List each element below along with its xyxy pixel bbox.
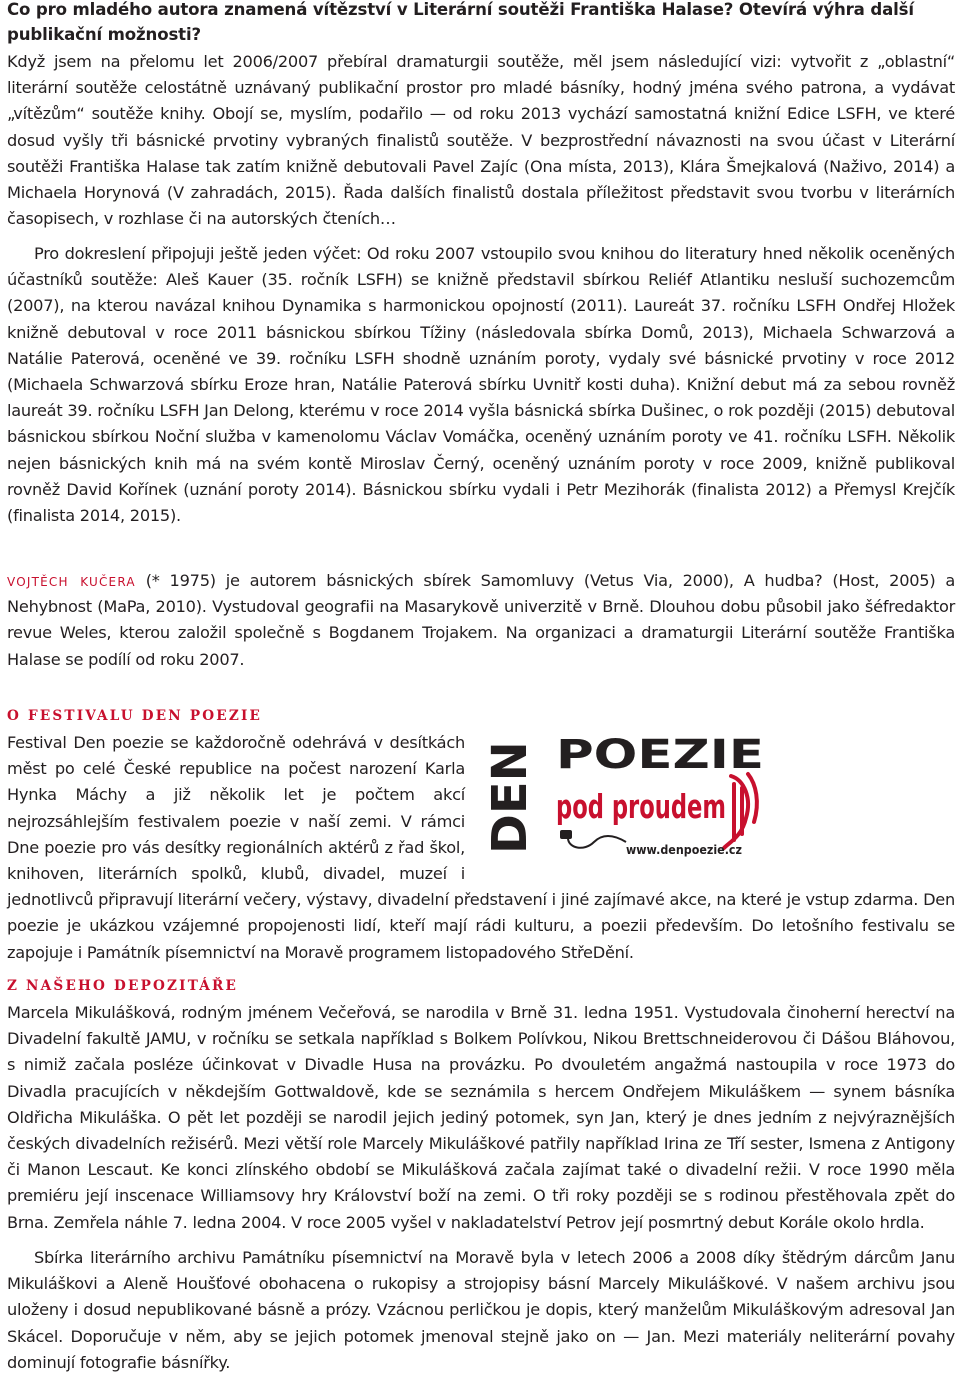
logo-url: www.denpoezie.cz <box>626 842 742 857</box>
den-poezie-logo <box>476 718 772 866</box>
depository-paragraph-2: Sbírka literárního archivu Památníku písemnictví na Moravě byla v letech 2006 a 2008 díky štědrým dárcům Janu Mikuláškovi a Aleně Houšťové obohacena o rukopisy a strojopisy básní Marcely Mikuláškové. V našem archivu jsou uloženy i dosud nepublikované básně a prózy. Vzácnou perličkou je dopis, který manželům Mikuláškovým adresoval Jan Skácel. Doporučuje v něm, aby se jejich potomek jmenoval stejně jako on — Jan. Mezi materiály neliterární povahy dominují fotografie básnířky. <box>7 1248 955 1372</box>
author-bio <box>7 567 955 673</box>
author-bio-text: (* 1975) je autorem básnických sbírek Samomluvy (Vetus Via, 2000), A hudba? (Host, 2005) a Nehybnost (MaPa, 2010). Vystudoval geografii na Masarykově univerzitě v Brně. Dlouhou dobu působil jako šéfredaktor revue Weles, kterou založil společně s Bogdanem Trojakem. Na organizaci a dramaturgii Literární soutěže Františka Halase se podílí od roku 2007. <box>7 571 955 669</box>
den-poezie-logo-graphic <box>476 718 772 866</box>
interview-question: Co pro mladého autora znamená vítězství v Literární soutěži Františka Halase? Otevírá výhra další publikační možnosti? <box>7 0 914 44</box>
depository-paragraph-1: Marcela Mikulášková, rodným jménem Večeřová, se narodila v Brně 31. ledna 1951. Vystudovala činoherní herectví na Divadelní fakultě JAMU, v ročníku se setkala například s Bolkem Polívkou, Nikou Brettschneiderovou či Dášou Bláhovou, s nimiž začala posléze účinkovat v Divadle Husa na provázku. Po dvouletém angažmá nastoupila v roce 1973 do Divadla pracujících v někdejším Gottwaldově, kde se seznámila s hercem Ondřejem Mikuláškem — synem básníka Oldřicha Mikuláška. O pět let později se narodil jejich jediný potomek, syn Jan, který je dnes jedním z nejvýraznějších českých divadelních režisérů. Mezi větší role Marcely Mikuláškové patřily například Irina ze Tří sester, Ismena z Antigony či Manon Lescaut. Ke konci zlínského období se Mikulášková začala zajímat také o divadelní režii. V roce 1990 měla premiéru její inscenace Williamsovy hry Království boží na zemi. O tři roky později se s rodinou přestěhovala zpět do Brna. Zemřela náhle 7. ledna 2004. V roce 2005 vyšel v nakladatelství Petrov její posmrtný debut Korále okolo hrdla. <box>7 1003 955 1232</box>
logo-word-poezie: POEZIE <box>556 732 764 778</box>
depository-heading: Z NAŠEHO DEPOZITÁŘE <box>7 978 239 994</box>
answer-paragraph-2: Pro dokreslení připojuji ještě jeden výčet: Od roku 2007 vstoupilo svou knihou do literatury hned několik oceněných účastníků soutěže: Aleš Kauer (35. ročník LSFH) se knižně představil sbírkou Reliéf Atlantiku nesluší suchozemcům (2007), na kterou navázal knihou Dynamika s harmonickou opojností (2011). Laureát 37. ročníku LSFH Ondřej Hložek knižně debutoval v roce 2011 básnickou sbírkou Tížiny (následovala sbírka Domů, 2013), Michaela Schwarzová a Natálie Paterová, oceněné ve 39. ročníku LSFH shodně uznáním poroty, vydaly své básnické prvotiny v roce 2012 (Michaela Schwarzová sbírku Eroze hran, Natálie Paterová sbírku Uvnitř kosti duha). Knižní debut má za sebou rovněž laureát 39. ročníku LSFH Jan Delong, kterému v roce 2014 vyšla básnická sbírka Dušinec, o rok později (2015) debutoval básnickou sbírkou Noční služba v kamenolomu Václav Vomáčka, oceněný uznáním poroty ve 41. ročníku LSFH. Několik nejen básnických knih má na svém kontě Miroslav Černý, oceněný uznáním poroty v roce 2009, knižně publikoval rovněž David Kořínek (uznání poroty 2014). Básnickou sbírku vydali i Petr Mezihorák (finalista 2012) a Přemysl Krejčík (finalista 2014, 2015). <box>7 244 955 526</box>
logo-word-den: DEN <box>482 741 538 854</box>
answer-paragraph-1: Když jsem na přelomu let 2006/2007 přebíral dramaturgii soutěže, měl jsem následující vizi: vytvořit z „oblastní“ literární soutěže celostátně uznávaný publikační prostor pro mladé básníky, hodný jména svého patrona, a vydávat „vítězům“ soutěže knihy. Obojí se, myslím, podařilo — od roku 2013 vychází samostatná knižní Edice LSFH, ve které dosud vyšly tři básnické prvotiny vybraných finalistů soutěže. V bezprostřední návaznosti na svou účast v Literární soutěži Františka Halase tak zatím knižně debutovali Pavel Zajíc (Ona místa, 2013), Klára Šmejkalová (Naživo, 2014) a Michaela Horynová (V zahradách, 2015). Řada dalších finalistů dostala příležitost představit svou tvorbu v literárních časopisech, v rozhlase či na autorských čteních… <box>7 52 955 229</box>
plug-icon <box>560 830 572 839</box>
plug-cable-icon <box>568 836 626 848</box>
festival-heading: O FESTIVALU DEN POEZIE <box>7 708 263 724</box>
author-name: vojtěch kučera <box>7 570 136 590</box>
lyre-icon <box>724 774 757 848</box>
festival-text-body: Festival Den poezie se každoročně odehrává v desítkách měst po celé České republice na počest narození Karla Hynka Máchy a již několik let je počtem akcí nejrozsáhlejším festivalem poezie v naší zemi. V rámci Dne poezie pro vás desítky regionálních aktérů z řad škol, knihoven, literárních spolků, klubů, divadel, muzeí i jednotlivců připravují literární večery, výstavy, divadelní představení i jiné zajímavé akce, na které je vstup zdarma. Den poezie je ukázkou vzájemné propojenosti lidí, kteří mají rádi kulturu, a poezii především. Do letošního festivalu se zapojuje i Památník písemnictví na Moravě programem listopadového StřeDění. <box>7 733 955 962</box>
logo-tagline: pod proudem <box>556 787 726 826</box>
